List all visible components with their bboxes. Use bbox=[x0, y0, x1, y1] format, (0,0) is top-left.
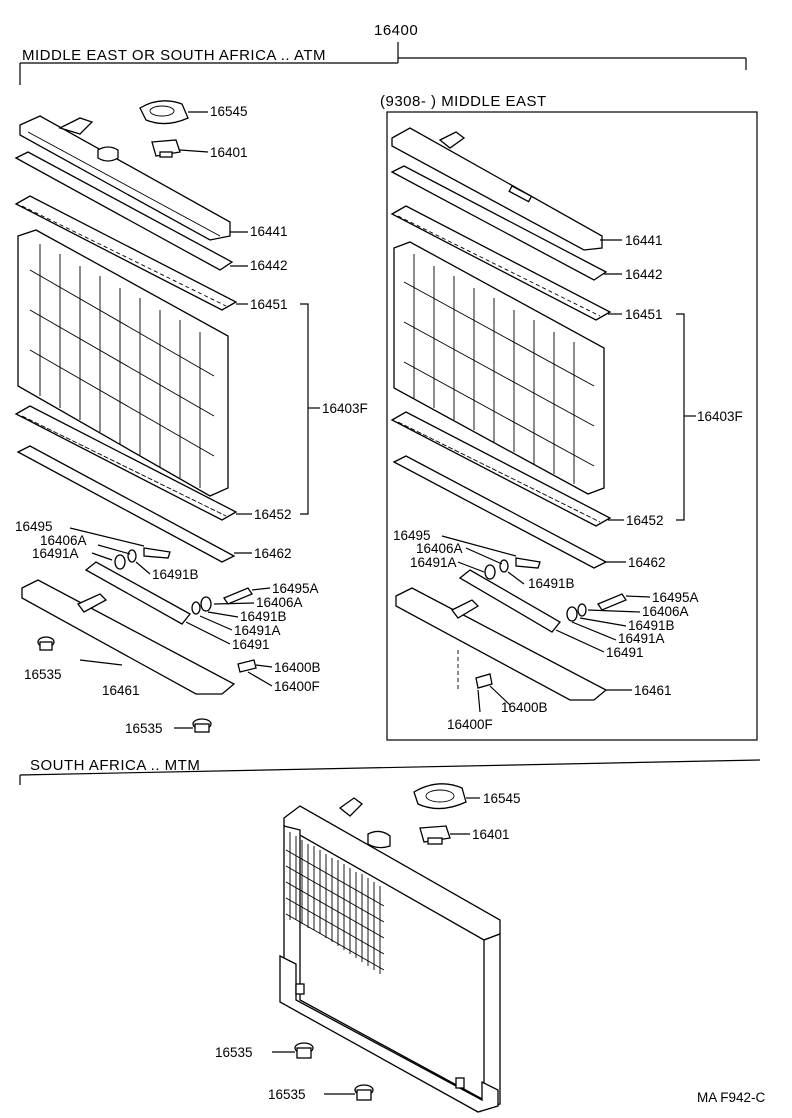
drain-cock-icon-right bbox=[476, 674, 492, 688]
label-16545: 16545 bbox=[210, 104, 248, 119]
label-16535-2: 16535 bbox=[125, 721, 163, 736]
label-16491A: 16491A bbox=[32, 546, 79, 561]
radiator-assembly-icon bbox=[280, 798, 500, 1112]
oil-cooler-fittings-icon-right bbox=[460, 558, 626, 632]
label-16491A-2-right: 16491A bbox=[618, 631, 665, 646]
figure-code: MA F942-C bbox=[697, 1090, 766, 1105]
assembly-number: 16400 bbox=[374, 22, 419, 39]
label-16442-right: 16442 bbox=[625, 267, 663, 282]
label-16495A-right: 16495A bbox=[652, 590, 699, 605]
label-16495-right: 16495 bbox=[393, 528, 431, 543]
label-16461-right: 16461 bbox=[634, 683, 672, 698]
grommet-icon bbox=[38, 637, 54, 650]
label-16452-right: 16452 bbox=[626, 513, 664, 528]
label-16451-right: 16451 bbox=[625, 307, 663, 322]
grommet-icon-bottom-2 bbox=[355, 1085, 373, 1100]
section-title-atm: MIDDLE EAST OR SOUTH AFRICA .. ATM bbox=[22, 47, 326, 64]
label-16491-right: 16491 bbox=[606, 645, 644, 660]
label-16400B-right: 16400B bbox=[501, 700, 548, 715]
label-16406A-2-right: 16406A bbox=[642, 604, 689, 619]
label-16495A: 16495A bbox=[272, 581, 319, 596]
label-16545-bottom: 16545 bbox=[483, 791, 521, 806]
label-16535: 16535 bbox=[24, 667, 62, 682]
radiator-cap-cover-icon-bottom bbox=[414, 784, 466, 809]
grommet-icon-2 bbox=[193, 719, 211, 732]
label-16401: 16401 bbox=[210, 145, 248, 160]
right-assembly bbox=[392, 128, 743, 732]
label-16461: 16461 bbox=[102, 683, 140, 698]
radiator-cap-icon-bottom bbox=[420, 826, 450, 844]
label-16400F: 16400F bbox=[274, 679, 320, 694]
label-16491: 16491 bbox=[232, 637, 270, 652]
radiator-core-icon-right bbox=[394, 242, 604, 494]
lower-tank-icon-right bbox=[396, 588, 606, 700]
label-16535-bottom: 16535 bbox=[215, 1045, 253, 1060]
label-16400B: 16400B bbox=[274, 660, 321, 675]
label-16451: 16451 bbox=[250, 297, 288, 312]
label-16403F-right: 16403F bbox=[697, 409, 743, 424]
label-16491A-right: 16491A bbox=[410, 555, 457, 570]
label-16495: 16495 bbox=[15, 519, 53, 534]
bottom-assembly bbox=[215, 784, 521, 1112]
label-16452: 16452 bbox=[254, 507, 292, 522]
radiator-cap-icon bbox=[152, 140, 180, 157]
label-16491B-2-right: 16491B bbox=[628, 618, 675, 633]
mtm-frame bbox=[20, 757, 760, 785]
label-16491B: 16491B bbox=[152, 567, 199, 582]
grommet-icon-bottom bbox=[295, 1043, 313, 1058]
drain-cock-icon bbox=[238, 660, 256, 672]
label-16462: 16462 bbox=[254, 546, 292, 561]
label-16491B-right: 16491B bbox=[528, 576, 575, 591]
section-title-middle-east: (9308- ) MIDDLE EAST bbox=[380, 93, 547, 110]
label-16400F-right: 16400F bbox=[447, 717, 493, 732]
label-16535-bottom-2: 16535 bbox=[268, 1087, 306, 1102]
left-assembly bbox=[15, 101, 368, 736]
label-16441: 16441 bbox=[250, 224, 288, 239]
section-title-mtm: SOUTH AFRICA .. MTM bbox=[30, 757, 201, 774]
radiator-cap-cover-icon bbox=[140, 101, 188, 124]
label-16401-bottom: 16401 bbox=[472, 827, 510, 842]
label-16441-right: 16441 bbox=[625, 233, 663, 248]
label-16406A-2: 16406A bbox=[256, 595, 303, 610]
label-16491B-2: 16491B bbox=[240, 609, 287, 624]
label-16406A: 16406A bbox=[40, 533, 87, 548]
label-16406A-right: 16406A bbox=[416, 541, 463, 556]
label-16442: 16442 bbox=[250, 258, 288, 273]
label-16462-right: 16462 bbox=[628, 555, 666, 570]
label-16491A-2: 16491A bbox=[234, 623, 281, 638]
label-16403F: 16403F bbox=[322, 401, 368, 416]
